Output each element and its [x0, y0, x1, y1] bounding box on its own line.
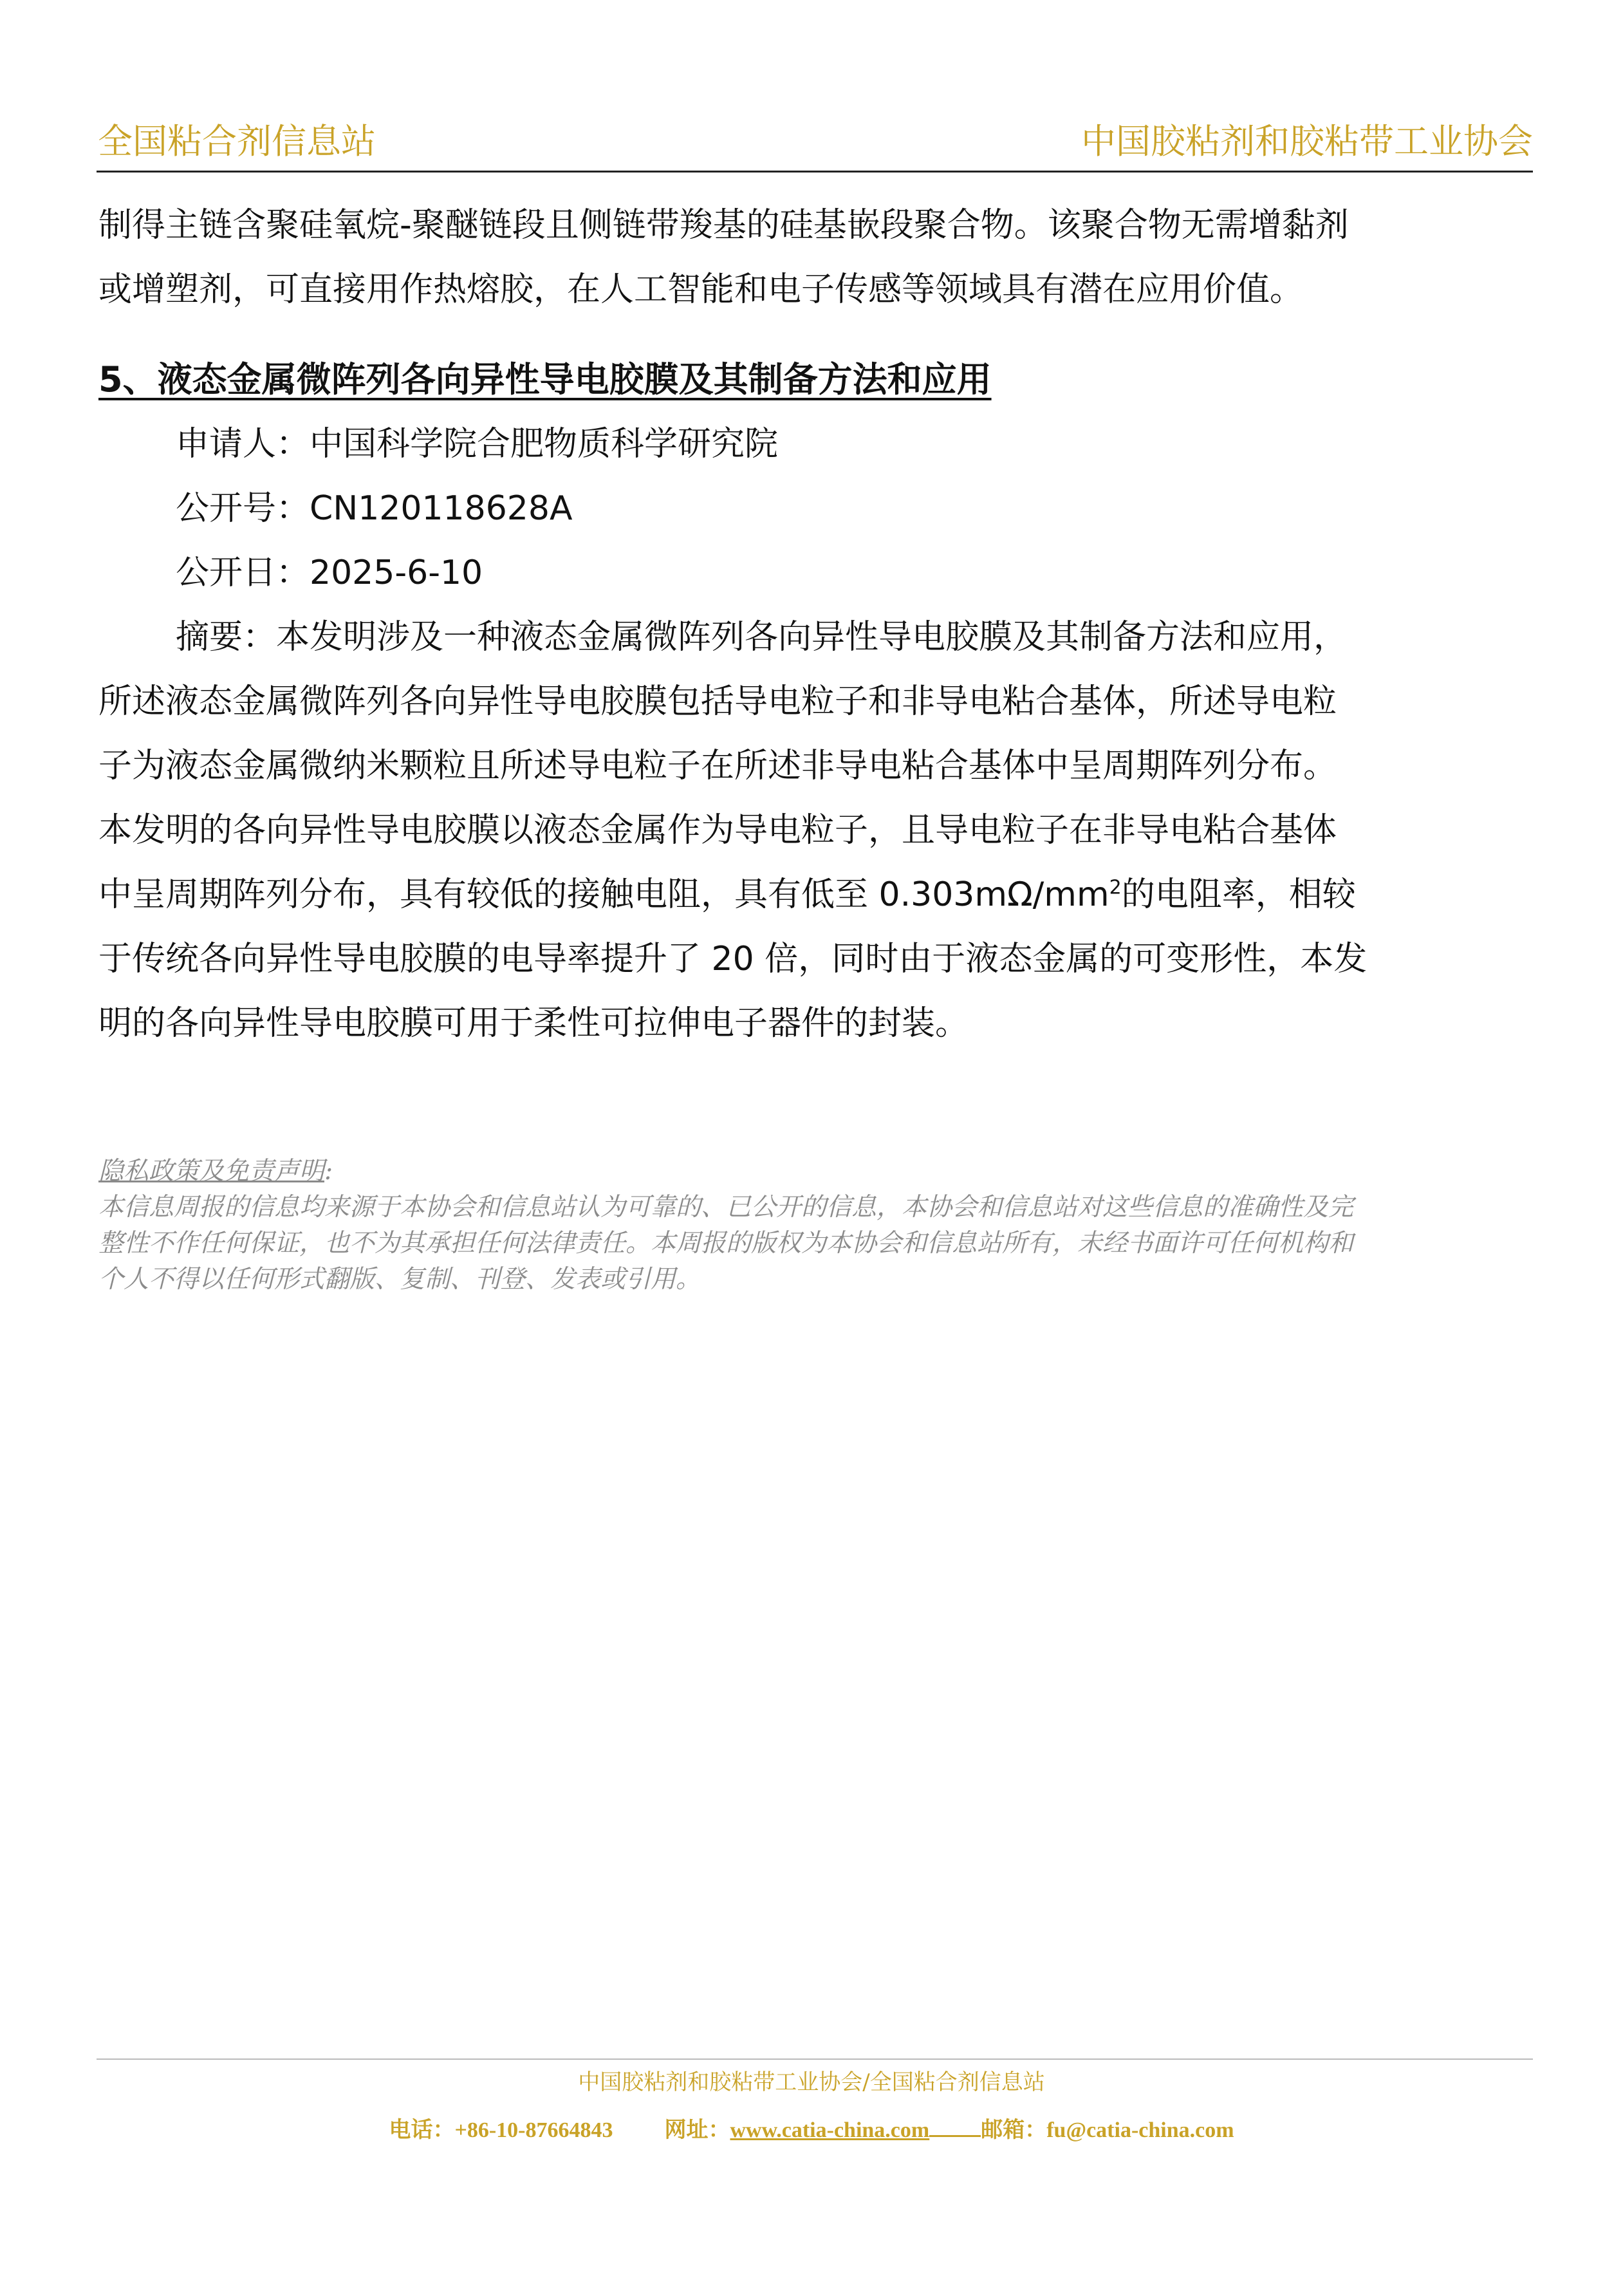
applicant-label: 申请人： [176, 425, 310, 463]
abstract-line-5 [98, 863, 1535, 927]
publication-number-label: 公开号： [176, 489, 310, 528]
superscript-two: 2 [1109, 876, 1122, 899]
phone-number: +86-10-87664843 [454, 2118, 613, 2142]
website-label: 网址： [664, 2118, 730, 2142]
website-underline-pad [929, 2116, 981, 2137]
abstract-line-1: 摘要：本发明涉及一种液态金属微阵列各向异性导电胶膜及其制备方法和应用， [176, 618, 1348, 657]
disclaimer-line-1: 本信息周报的信息均来源于本协会和信息站认为可靠的、已公开的信息，本协会和信息站对这些信息的准确性及完 [98, 1193, 1354, 1222]
website-link[interactable]: www.catia-china.com [730, 2118, 930, 2142]
publication-date-row [176, 541, 1612, 605]
publication-date-label: 公开日： [176, 554, 310, 592]
abstract-line-2: 所述液态金属微阵列各向异性导电胶膜包括导电粒子和非导电粘合基体，所述导电粒 [98, 682, 1337, 721]
abstract-line-5-tail: 的电阻率，相较 [1121, 875, 1356, 914]
abstract-line-3: 子为液态金属微纳米颗粒且所述导电粒子在所述非导电粘合基体中呈周期阵列分布。 [98, 747, 1337, 785]
continued-text-line-1: 制得主链含聚硅氧烷-聚醚链段且侧链带羧基的硅基嵌段聚合物。该聚合物无需增黏剂 [98, 206, 1349, 245]
disclaimer-heading [98, 1153, 1535, 1190]
disclaimer-line-2: 整性不作任何保证，也不为其承担任何法律责任。本周报的版权为本协会和信息站所有，未经书面许可任何机构和 [98, 1229, 1354, 1258]
disclaimer-line-3: 个人不得以任何形式翻版、复制、刊登、发表或引用。 [98, 1265, 701, 1294]
abstract-line-7: 明的各向异性导电胶膜可用于柔性可拉伸电子器件的封装。 [98, 1004, 969, 1043]
phone-label: 电话： [389, 2118, 455, 2142]
email-label: 邮箱： [981, 2118, 1047, 2142]
publication-number-value: CN120118628A [310, 489, 573, 528]
header-site-name: 全国粘合剂信息站 [98, 121, 376, 162]
section-title: 5、液态金属微阵列各向异性导电胶膜及其制备方法和应用 [98, 359, 992, 400]
abstract-line-5-head: 中呈周期阵列分布，具有较低的接触电阻，具有低至 0.303mΩ/mm [98, 875, 1109, 914]
header-association-name: 中国胶粘剂和胶粘带工业协会 [1081, 121, 1533, 162]
footer-contact [0, 2111, 1623, 2150]
abstract-line-6: 于传统各向异性导电胶膜的电导率提升了 20 倍，同时由于液态金属的可变形性，本发 [98, 940, 1368, 978]
disclaimer-colon: : [324, 1157, 333, 1186]
disclaimer-title: 隐私政策及免责声明 [98, 1157, 325, 1186]
continued-text-line-2: 或增塑剂，可直接用作热熔胶，在人工智能和电子传感等领域具有潜在应用价值。 [98, 270, 1304, 309]
page-header [97, 113, 1533, 173]
footer-organization: 中国胶粘剂和胶粘带工业协会/全国粘合剂信息站 [578, 2069, 1045, 2095]
email-address[interactable]: fu@catia-china.com [1046, 2118, 1234, 2142]
applicant-row [176, 412, 1612, 476]
footer-divider [97, 2058, 1533, 2060]
abstract-line-4: 本发明的各向异性导电胶膜以液态金属作为导电粒子，且导电粒子在非导电粘合基体 [98, 811, 1337, 850]
publication-number-row [176, 476, 1612, 541]
publication-date-value: 2025-6-10 [310, 554, 483, 592]
applicant-value: 中国科学院合肥物质科学研究院 [310, 425, 779, 463]
